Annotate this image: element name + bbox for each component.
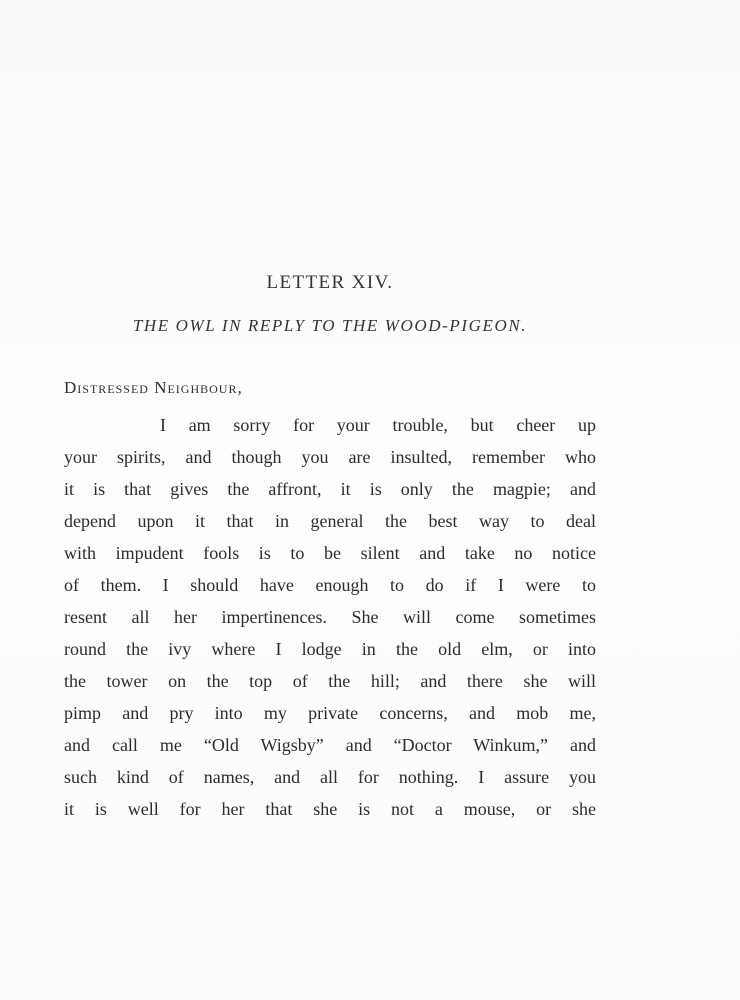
text-line: resent all her impertinences. She will come sometimes [64,607,596,627]
letter-title: LETTER XIV. [266,272,394,293]
text-line: pimp and pry into my private concerns, and mob me, [64,703,596,723]
text-line: depend upon it that in general the best way to deal [64,511,596,531]
text-line: and call me “Old Wigsby” and “Doctor Winkum,” and [64,735,596,755]
letter-body [64,409,596,825]
text-line: with impudent fools is to be silent and take no notice [64,543,596,563]
text-line: of them. I should have enough to do if I were to [64,575,596,595]
salutation: Distressed Neighbour, [64,378,243,397]
text-line: the tower on the top of the hill; and there she will [64,671,596,691]
text-line: I am sorry for your trouble, but cheer up [160,415,596,435]
text-line: round the ivy where I lodge in the old elm, or into [64,639,596,659]
text-line: it is well for her that she is not a mouse, or she [64,799,596,819]
text-line: your spirits, and though you are insulted, remember who [64,447,596,467]
letter-subtitle: THE OWL IN REPLY TO THE WOOD-PIGEON. [132,316,528,335]
text-line: it is that gives the affront, it is only the magpie; and [64,479,596,499]
text-line: such kind of names, and all for nothing. I assure you [64,767,596,787]
